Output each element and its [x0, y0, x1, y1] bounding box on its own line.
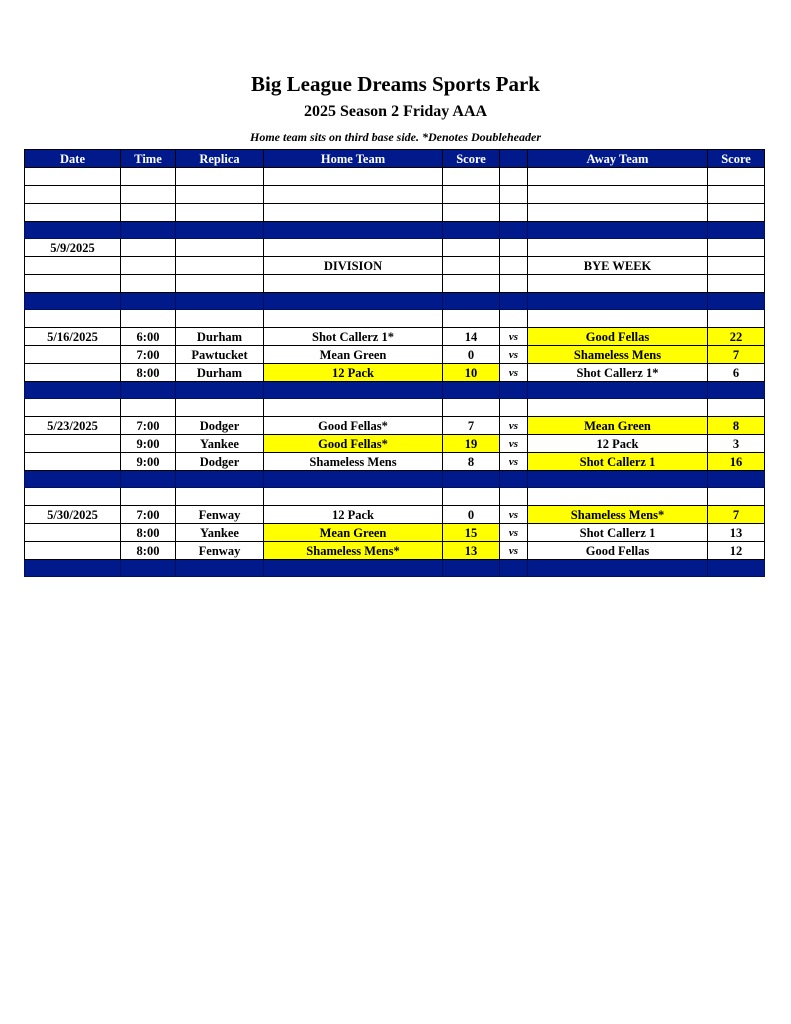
away-score: 7	[708, 506, 765, 524]
game-row	[25, 328, 765, 346]
game-row	[25, 417, 765, 435]
game-replica: Durham	[176, 364, 264, 382]
separator-band	[25, 560, 765, 577]
home-score: 7	[443, 417, 500, 435]
home-score: 10	[443, 364, 500, 382]
schedule-table	[24, 149, 765, 577]
game-row	[25, 506, 765, 524]
col-header-home-score: Score	[443, 150, 500, 168]
game-row	[25, 524, 765, 542]
home-team: Good Fellas*	[264, 417, 443, 435]
home-team: Good Fellas*	[264, 435, 443, 453]
game-replica: Yankee	[176, 435, 264, 453]
week-date: 5/9/2025	[25, 239, 121, 257]
empty-row	[25, 186, 765, 204]
schedule-note: Home team sits on third base side. *Denotes Doubleheader	[250, 130, 541, 144]
home-team: Shot Callerz 1*	[264, 328, 443, 346]
home-team: Mean Green	[264, 524, 443, 542]
game-time: 8:00	[121, 542, 176, 560]
home-score: 15	[443, 524, 500, 542]
bye-home-text: DIVISION	[264, 257, 443, 275]
home-team: Shameless Mens	[264, 453, 443, 471]
game-time: 7:00	[121, 417, 176, 435]
vs-label: vs	[500, 542, 528, 560]
away-team: Good Fellas	[528, 328, 708, 346]
game-replica: Pawtucket	[176, 346, 264, 364]
game-time: 8:00	[121, 364, 176, 382]
game-row	[25, 435, 765, 453]
game-replica: Yankee	[176, 524, 264, 542]
game-row	[25, 453, 765, 471]
away-team: Shot Callerz 1	[528, 453, 708, 471]
bye-week-row	[25, 257, 765, 275]
game-replica: Durham	[176, 328, 264, 346]
home-team: 12 Pack	[264, 364, 443, 382]
away-team: 12 Pack	[528, 435, 708, 453]
col-header-time: Time	[121, 150, 176, 168]
vs-label: vs	[500, 453, 528, 471]
away-score: 12	[708, 542, 765, 560]
home-score: 14	[443, 328, 500, 346]
game-row	[25, 364, 765, 382]
home-score: 8	[443, 453, 500, 471]
empty-row	[25, 275, 765, 293]
week-date: 5/30/2025	[25, 506, 121, 524]
vs-label: vs	[500, 346, 528, 364]
page-title: Big League Dreams Sports Park	[251, 72, 540, 96]
week-date: 5/23/2025	[25, 417, 121, 435]
home-team: 12 Pack	[264, 506, 443, 524]
empty-row	[25, 168, 765, 186]
separator-band	[25, 293, 765, 310]
vs-label: vs	[500, 435, 528, 453]
game-time: 8:00	[121, 524, 176, 542]
away-score: 22	[708, 328, 765, 346]
separator-band	[25, 382, 765, 399]
game-row	[25, 542, 765, 560]
home-score: 0	[443, 346, 500, 364]
game-row	[25, 346, 765, 364]
bye-away-text: BYE WEEK	[528, 257, 708, 275]
away-score: 7	[708, 346, 765, 364]
header-row	[25, 150, 765, 168]
away-score: 13	[708, 524, 765, 542]
game-replica: Fenway	[176, 542, 264, 560]
vs-label: vs	[500, 417, 528, 435]
game-replica: Fenway	[176, 506, 264, 524]
game-replica: Dodger	[176, 417, 264, 435]
away-team: Good Fellas	[528, 542, 708, 560]
away-team: Shot Callerz 1	[528, 524, 708, 542]
separator-band	[25, 222, 765, 239]
game-replica: Dodger	[176, 453, 264, 471]
away-team: Shot Callerz 1*	[528, 364, 708, 382]
away-score: 16	[708, 453, 765, 471]
away-score: 3	[708, 435, 765, 453]
empty-row	[25, 399, 765, 417]
away-team: Shameless Mens	[528, 346, 708, 364]
away-team: Mean Green	[528, 417, 708, 435]
empty-row	[25, 488, 765, 506]
game-time: 7:00	[121, 506, 176, 524]
empty-row	[25, 204, 765, 222]
home-score: 13	[443, 542, 500, 560]
week-date: 5/16/2025	[25, 328, 121, 346]
col-header-date: Date	[25, 150, 121, 168]
col-header-away-team: Away Team	[528, 150, 708, 168]
vs-label: vs	[500, 506, 528, 524]
col-header-home-team: Home Team	[264, 150, 443, 168]
vs-label: vs	[500, 364, 528, 382]
empty-row	[25, 310, 765, 328]
home-score: 19	[443, 435, 500, 453]
game-time: 7:00	[121, 346, 176, 364]
col-header-replica: Replica	[176, 150, 264, 168]
game-time: 6:00	[121, 328, 176, 346]
page-subtitle: 2025 Season 2 Friday AAA	[303, 103, 488, 120]
separator-band	[25, 471, 765, 488]
game-time: 9:00	[121, 435, 176, 453]
game-time: 9:00	[121, 453, 176, 471]
col-header-vs	[500, 150, 528, 168]
home-team: Shameless Mens*	[264, 542, 443, 560]
home-team: Mean Green	[264, 346, 443, 364]
bye-week-date-row	[25, 239, 765, 257]
vs-label: vs	[500, 524, 528, 542]
col-header-away-score: Score	[708, 150, 765, 168]
away-team: Shameless Mens*	[528, 506, 708, 524]
away-score: 8	[708, 417, 765, 435]
vs-label: vs	[500, 328, 528, 346]
home-score: 0	[443, 506, 500, 524]
away-score: 6	[708, 364, 765, 382]
